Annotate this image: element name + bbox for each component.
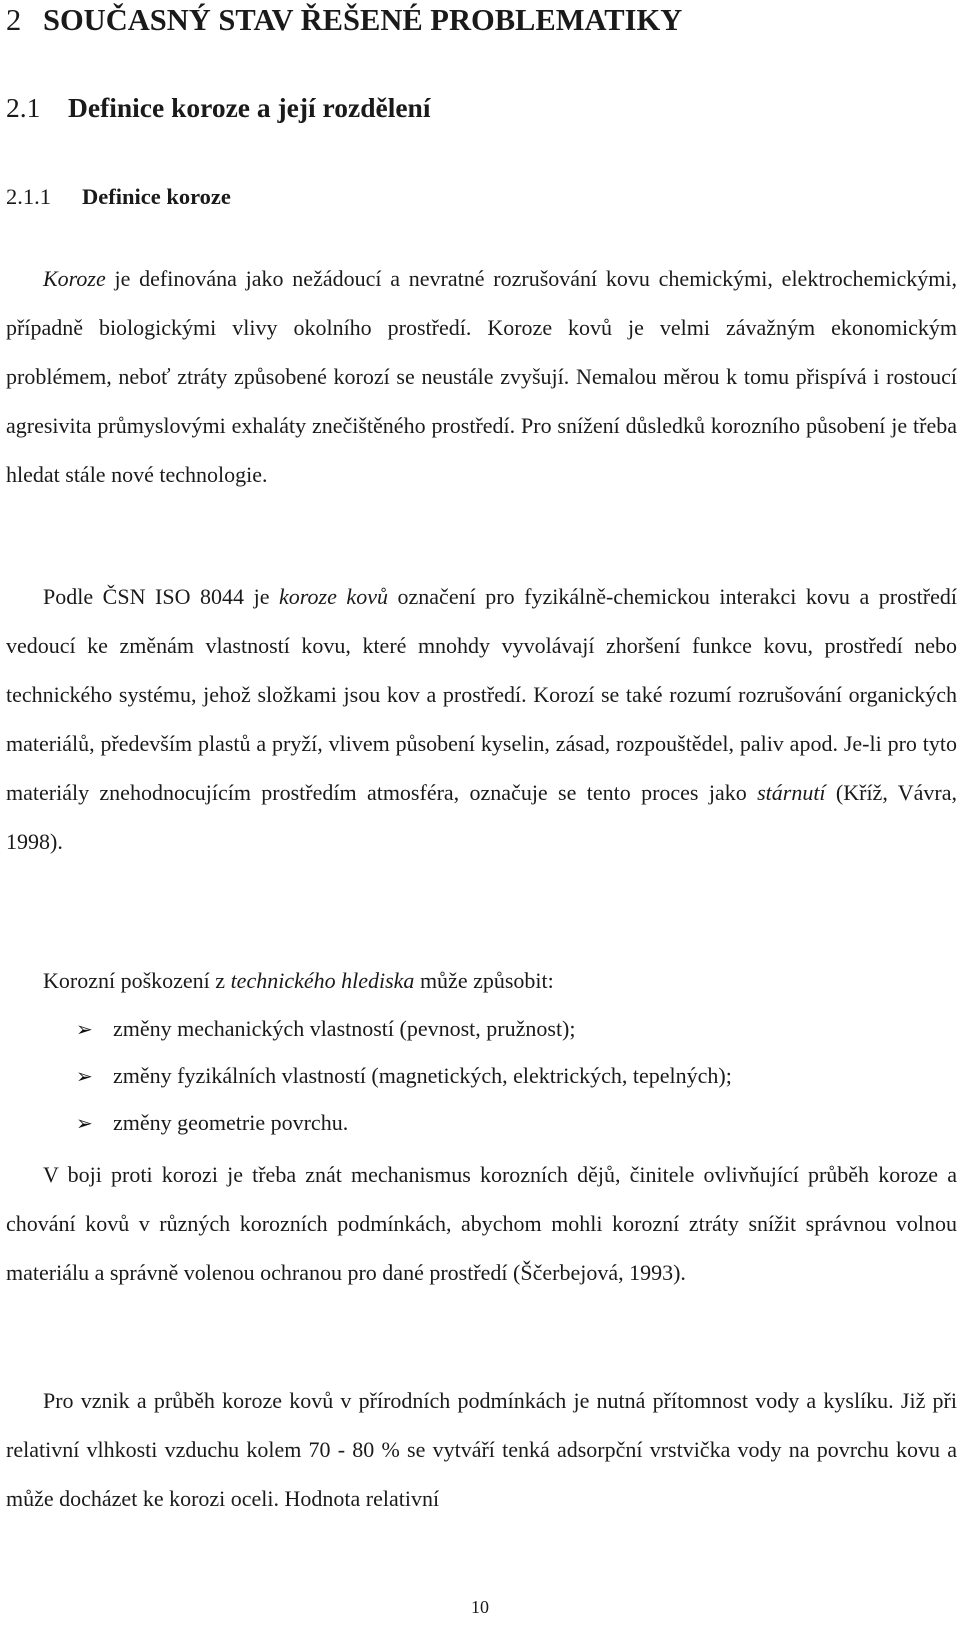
term-starnuti: stárnutí [757,780,826,805]
chapter-number: 2 [6,3,22,37]
page-number: 10 [471,1597,489,1617]
paragraph-text: (Kříž, Vávra, 1998). [6,780,958,854]
paragraph-mechanism: V boji proti korozi je třeba znát mechanismus korozních dějů, činitele ovlivňující průběh koroze a chování kovů v různých korozních podmínkách, abychom mohli korozní ztráty snížit správnou volnou materiálu a správně volenou ochranou pro dané prostředí (Ščerbejová, 1993). [6,1162,957,1285]
arrowhead-icon: ➢ [76,1019,93,1041]
term-koroze-kovu: koroze kovů [279,584,388,609]
subsection-title: Definice koroze [82,184,231,209]
chapter-title: SOUČASNÝ STAV ŘEŠENÉ PROBLEMATIKY [43,3,683,37]
list-item-text: změny fyzikálních vlastností (magnetických, elektrických, tepelných); [113,1063,732,1088]
paragraph-definition [6,254,957,499]
subsection-number: 2.1.1 [6,184,51,209]
arrowhead-icon: ➢ [76,1066,93,1088]
chapter-heading [6,3,682,38]
paragraph-text: Podle ČSN ISO 8044 je [43,584,280,609]
list-item [6,1099,946,1146]
subsection-heading [6,184,231,210]
paragraph-text: označení pro fyzikálně-chemickou interakci kovu a prostředí vedoucí ke změnám vlastností kovu, které mnohdy vyvolávají zhoršení funkce kovu, prostředí nebo technického systému, jehož složkami jsou kov a prostředí. Korozí se také rozumí rozrušování organických materiálů, především plastů a pryží, vlivem působení kyselin, zásad, rozpouštědel, paliv apod. Je-li pro tyto materiály znehodnocujícím prostředím atmosféra, označuje se tento proces jako [6,584,957,805]
paragraph-conditions: Pro vznik a průběh koroze kovů v přírodních podmínkách je nutná přítomnost vody a kyslíku. Již při relativní vlhkosti vzduchu kolem 70 - 80 % se vytváří tenká adsorpční vrstvička vody na povrchu kovu a může docházet ke korozi oceli. Hodnota relativní [6,1388,957,1511]
paragraph-text: může způsobit: [414,968,554,993]
term-koroze: Koroze [43,266,106,291]
list-item [6,1005,946,1052]
list-item-text: změny mechanických vlastností (pevnost, pružnost); [113,1016,576,1041]
list-item [6,1052,946,1099]
section-title: Definice koroze a její rozdělení [68,92,431,123]
paragraph-text: Korozní poškození z [43,968,231,993]
paragraph-text: je definována jako nežádoucí a nevratné rozrušování kovu chemickými, elektrochemickými, případně biologickými vlivy okolního prostředí. Koroze kovů je velmi závažným ekonomickým problémem, neboť ztráty způsobené korozí se neustále zvyšují. Nemalou měrou k tomu přispívá i rostoucí agresivita průmyslovými exhaláty znečištěného prostředí. Pro snížení důsledků korozního působení je třeba hledat stále nové technologie. [6,266,957,487]
arrowhead-icon: ➢ [76,1113,93,1135]
effects-list [6,1005,946,1146]
section-heading [6,92,430,124]
term-technical-aspect: technického hlediska [230,968,415,993]
paragraph-csn-iso [6,572,957,866]
list-item-text: změny geometrie povrchu. [113,1110,349,1135]
paragraph-technical [6,956,957,1005]
section-number: 2.1 [6,92,41,123]
